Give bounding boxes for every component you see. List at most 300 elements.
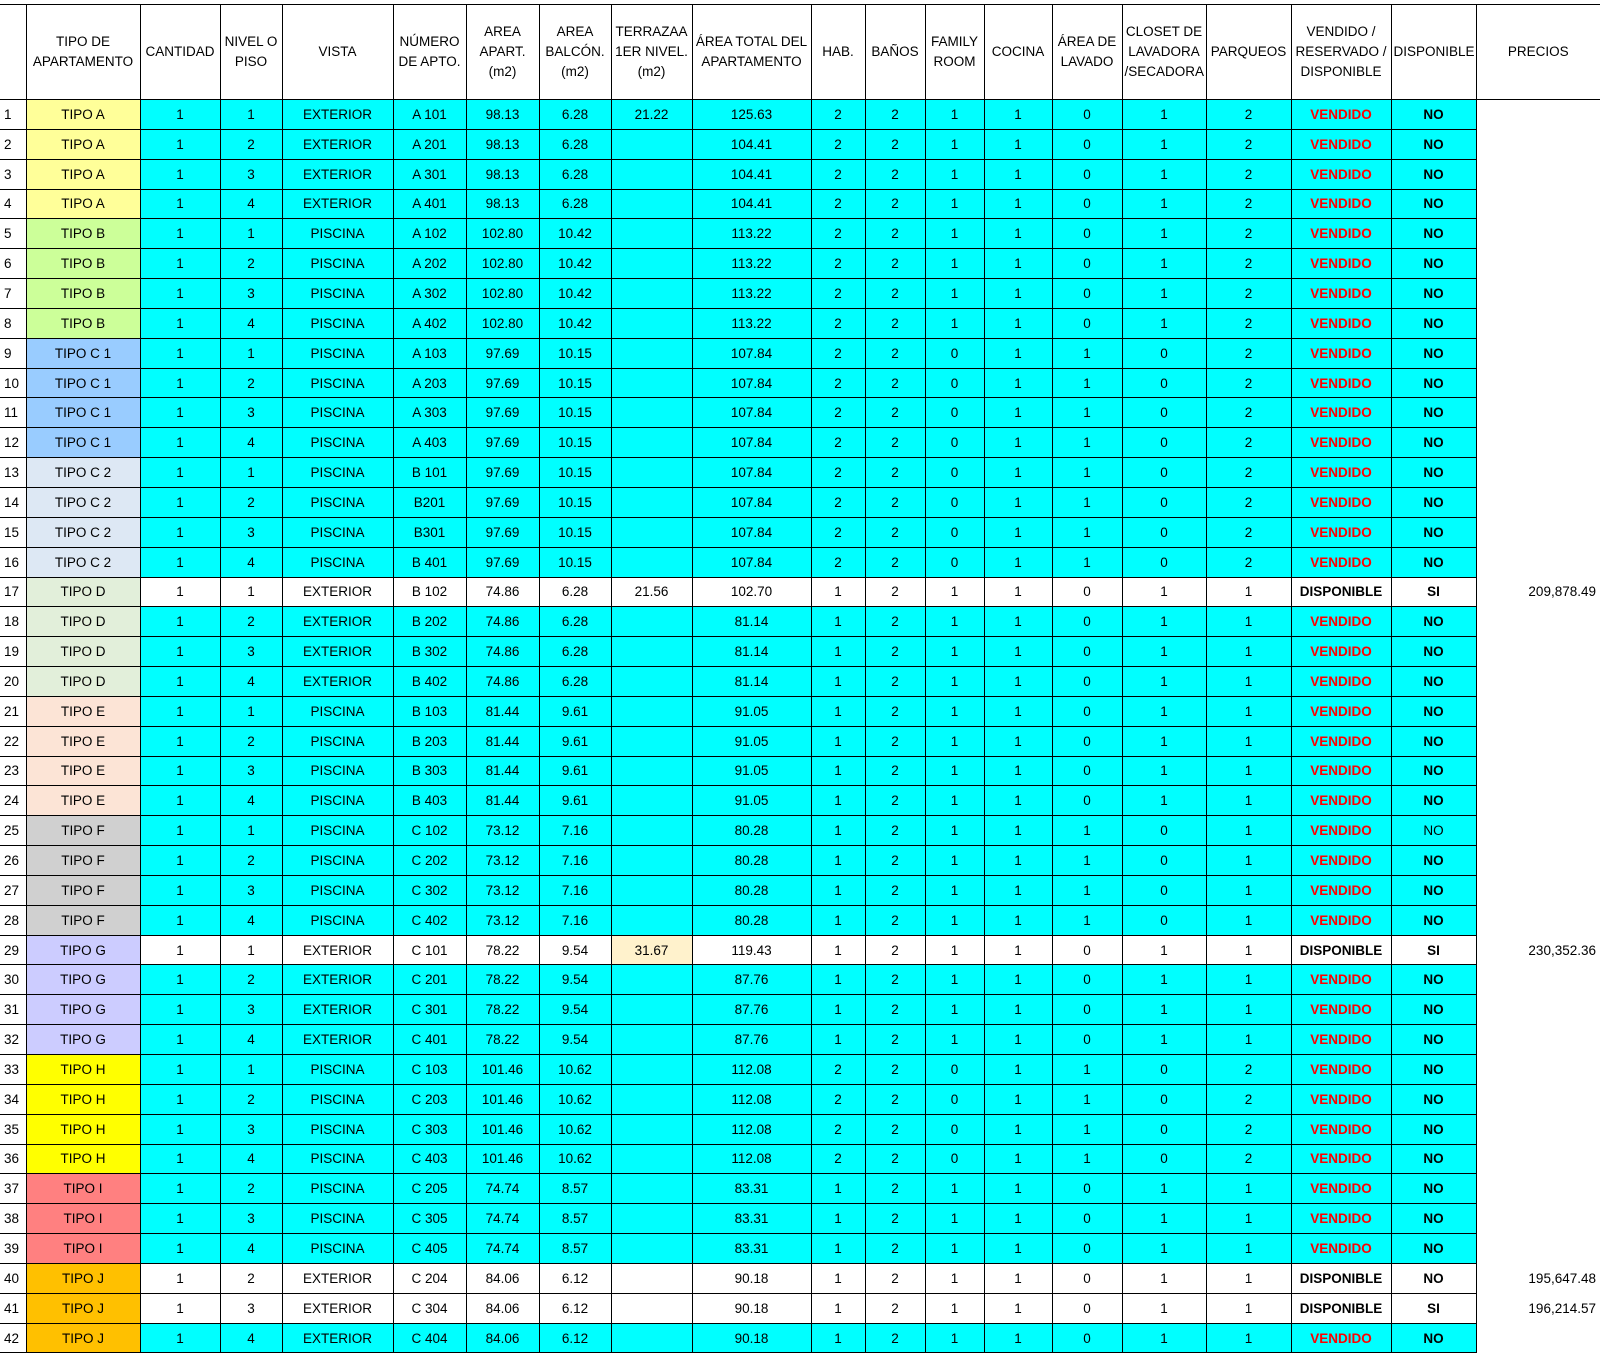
balcon-cell[interactable]: 6.12 bbox=[539, 1293, 611, 1323]
lavado-cell[interactable]: 1 bbox=[1052, 816, 1122, 846]
disponible-cell[interactable]: NO bbox=[1391, 368, 1476, 398]
precio-cell[interactable] bbox=[1476, 995, 1600, 1025]
banos-cell[interactable]: 2 bbox=[865, 667, 925, 697]
banos-cell[interactable]: 2 bbox=[865, 1144, 925, 1174]
cocina-cell[interactable]: 1 bbox=[984, 1174, 1052, 1204]
apto-cell[interactable]: B 103 bbox=[393, 696, 466, 726]
precio-cell[interactable] bbox=[1476, 129, 1600, 159]
cocina-cell[interactable]: 1 bbox=[984, 487, 1052, 517]
estado-cell[interactable]: VENDIDO bbox=[1291, 1055, 1391, 1085]
lavado-cell[interactable]: 1 bbox=[1052, 846, 1122, 876]
disponible-cell[interactable]: NO bbox=[1391, 219, 1476, 249]
disponible-cell[interactable]: NO bbox=[1391, 756, 1476, 786]
apto-cell[interactable]: B 303 bbox=[393, 756, 466, 786]
closet-cell[interactable]: 0 bbox=[1122, 875, 1206, 905]
piso-cell[interactable]: 3 bbox=[220, 875, 282, 905]
banos-cell[interactable]: 2 bbox=[865, 1204, 925, 1234]
cocina-cell[interactable]: 1 bbox=[984, 1084, 1052, 1114]
family-cell[interactable]: 1 bbox=[925, 905, 984, 935]
hab-cell[interactable]: 2 bbox=[811, 100, 865, 130]
lavado-cell[interactable]: 1 bbox=[1052, 398, 1122, 428]
family-cell[interactable]: 1 bbox=[925, 816, 984, 846]
closet-cell[interactable]: 0 bbox=[1122, 338, 1206, 368]
closet-cell[interactable]: 1 bbox=[1122, 696, 1206, 726]
cantidad-cell[interactable]: 1 bbox=[140, 249, 220, 279]
family-cell[interactable]: 1 bbox=[925, 159, 984, 189]
lavado-cell[interactable]: 0 bbox=[1052, 1025, 1122, 1055]
estado-cell[interactable]: VENDIDO bbox=[1291, 1323, 1391, 1353]
row-number-cell[interactable]: 7 bbox=[0, 279, 26, 309]
apto-cell[interactable]: A 402 bbox=[393, 308, 466, 338]
tipo-cell[interactable]: TIPO J bbox=[26, 1293, 140, 1323]
precio-cell[interactable] bbox=[1476, 219, 1600, 249]
cantidad-cell[interactable]: 1 bbox=[140, 458, 220, 488]
balcon-cell[interactable]: 9.54 bbox=[539, 995, 611, 1025]
disponible-cell[interactable]: SI bbox=[1391, 1293, 1476, 1323]
closet-cell[interactable]: 1 bbox=[1122, 965, 1206, 995]
balcon-cell[interactable]: 9.61 bbox=[539, 726, 611, 756]
disponible-cell[interactable]: NO bbox=[1391, 1055, 1476, 1085]
area-cell[interactable]: 74.86 bbox=[466, 667, 539, 697]
closet-cell[interactable]: 0 bbox=[1122, 517, 1206, 547]
closet-cell[interactable]: 1 bbox=[1122, 1293, 1206, 1323]
closet-cell[interactable]: 1 bbox=[1122, 1204, 1206, 1234]
area-cell[interactable]: 81.44 bbox=[466, 786, 539, 816]
lavado-cell[interactable]: 0 bbox=[1052, 1323, 1122, 1353]
piso-cell[interactable]: 2 bbox=[220, 607, 282, 637]
hab-cell[interactable]: 2 bbox=[811, 1084, 865, 1114]
hab-cell[interactable]: 1 bbox=[811, 995, 865, 1025]
lavado-cell[interactable]: 0 bbox=[1052, 129, 1122, 159]
precio-cell[interactable] bbox=[1476, 428, 1600, 458]
row-number-cell[interactable]: 34 bbox=[0, 1084, 26, 1114]
apto-cell[interactable]: B 302 bbox=[393, 637, 466, 667]
precio-cell[interactable] bbox=[1476, 696, 1600, 726]
row-number-cell[interactable]: 27 bbox=[0, 875, 26, 905]
closet-cell[interactable]: 1 bbox=[1122, 637, 1206, 667]
piso-cell[interactable]: 3 bbox=[220, 279, 282, 309]
family-cell[interactable]: 0 bbox=[925, 517, 984, 547]
area-cell[interactable]: 84.06 bbox=[466, 1263, 539, 1293]
lavado-cell[interactable]: 1 bbox=[1052, 368, 1122, 398]
hab-cell[interactable]: 2 bbox=[811, 159, 865, 189]
total-cell[interactable]: 91.05 bbox=[692, 696, 811, 726]
cantidad-cell[interactable]: 1 bbox=[140, 368, 220, 398]
estado-cell[interactable]: VENDIDO bbox=[1291, 1204, 1391, 1234]
hab-cell[interactable]: 1 bbox=[811, 846, 865, 876]
estado-cell[interactable]: VENDIDO bbox=[1291, 667, 1391, 697]
total-cell[interactable]: 107.84 bbox=[692, 458, 811, 488]
terraza-cell[interactable] bbox=[611, 428, 692, 458]
apto-cell[interactable]: C 102 bbox=[393, 816, 466, 846]
total-cell[interactable]: 112.08 bbox=[692, 1144, 811, 1174]
hab-cell[interactable]: 1 bbox=[811, 726, 865, 756]
lavado-cell[interactable]: 0 bbox=[1052, 1293, 1122, 1323]
tipo-cell[interactable]: TIPO C 1 bbox=[26, 338, 140, 368]
cantidad-cell[interactable]: 1 bbox=[140, 667, 220, 697]
row-number-cell[interactable]: 30 bbox=[0, 965, 26, 995]
lavado-cell[interactable]: 0 bbox=[1052, 696, 1122, 726]
closet-cell[interactable]: 1 bbox=[1122, 159, 1206, 189]
lavado-cell[interactable]: 0 bbox=[1052, 1234, 1122, 1264]
closet-cell[interactable]: 0 bbox=[1122, 398, 1206, 428]
piso-cell[interactable]: 1 bbox=[220, 1055, 282, 1085]
hab-cell[interactable]: 1 bbox=[811, 1174, 865, 1204]
precio-cell[interactable] bbox=[1476, 547, 1600, 577]
estado-cell[interactable]: DISPONIBLE bbox=[1291, 935, 1391, 965]
row-number-cell[interactable]: 42 bbox=[0, 1323, 26, 1353]
disponible-cell[interactable]: NO bbox=[1391, 1174, 1476, 1204]
total-cell[interactable]: 80.28 bbox=[692, 905, 811, 935]
hab-cell[interactable]: 1 bbox=[811, 875, 865, 905]
lavado-cell[interactable]: 0 bbox=[1052, 279, 1122, 309]
cantidad-cell[interactable]: 1 bbox=[140, 338, 220, 368]
area-cell[interactable]: 102.80 bbox=[466, 219, 539, 249]
banos-cell[interactable]: 2 bbox=[865, 308, 925, 338]
apto-cell[interactable]: C 303 bbox=[393, 1114, 466, 1144]
estado-cell[interactable]: VENDIDO bbox=[1291, 249, 1391, 279]
vista-cell[interactable]: PISCINA bbox=[282, 517, 393, 547]
piso-cell[interactable]: 3 bbox=[220, 517, 282, 547]
total-cell[interactable]: 107.84 bbox=[692, 368, 811, 398]
area-cell[interactable]: 102.80 bbox=[466, 308, 539, 338]
precio-cell[interactable] bbox=[1476, 846, 1600, 876]
estado-cell[interactable]: VENDIDO bbox=[1291, 1174, 1391, 1204]
piso-cell[interactable]: 4 bbox=[220, 1234, 282, 1264]
cantidad-cell[interactable]: 1 bbox=[140, 1144, 220, 1174]
precio-cell[interactable] bbox=[1476, 816, 1600, 846]
cocina-cell[interactable]: 1 bbox=[984, 1114, 1052, 1144]
lavado-cell[interactable]: 0 bbox=[1052, 308, 1122, 338]
cocina-cell[interactable]: 1 bbox=[984, 577, 1052, 607]
balcon-cell[interactable]: 10.42 bbox=[539, 219, 611, 249]
apto-cell[interactable]: B 101 bbox=[393, 458, 466, 488]
row-number-cell[interactable]: 29 bbox=[0, 935, 26, 965]
parqueos-cell[interactable]: 2 bbox=[1206, 487, 1291, 517]
estado-cell[interactable]: VENDIDO bbox=[1291, 1114, 1391, 1144]
cocina-cell[interactable]: 1 bbox=[984, 667, 1052, 697]
precio-cell[interactable] bbox=[1476, 1055, 1600, 1085]
estado-cell[interactable]: VENDIDO bbox=[1291, 547, 1391, 577]
apto-cell[interactable]: B 202 bbox=[393, 607, 466, 637]
parqueos-cell[interactable]: 1 bbox=[1206, 816, 1291, 846]
vista-cell[interactable]: EXTERIOR bbox=[282, 995, 393, 1025]
parqueos-cell[interactable]: 2 bbox=[1206, 159, 1291, 189]
vista-cell[interactable]: PISCINA bbox=[282, 1114, 393, 1144]
apto-cell[interactable]: A 401 bbox=[393, 189, 466, 219]
piso-cell[interactable]: 4 bbox=[220, 1144, 282, 1174]
banos-cell[interactable]: 2 bbox=[865, 487, 925, 517]
piso-cell[interactable]: 1 bbox=[220, 100, 282, 130]
terraza-cell[interactable] bbox=[611, 786, 692, 816]
precio-cell[interactable] bbox=[1476, 1144, 1600, 1174]
cocina-cell[interactable]: 1 bbox=[984, 189, 1052, 219]
disponible-cell[interactable]: NO bbox=[1391, 696, 1476, 726]
apto-cell[interactable]: A 103 bbox=[393, 338, 466, 368]
closet-cell[interactable]: 1 bbox=[1122, 1234, 1206, 1264]
banos-cell[interactable]: 2 bbox=[865, 905, 925, 935]
disponible-cell[interactable]: NO bbox=[1391, 249, 1476, 279]
area-cell[interactable]: 74.86 bbox=[466, 577, 539, 607]
vista-cell[interactable]: PISCINA bbox=[282, 308, 393, 338]
vista-cell[interactable]: PISCINA bbox=[282, 1174, 393, 1204]
vista-cell[interactable]: PISCINA bbox=[282, 1144, 393, 1174]
tipo-cell[interactable]: TIPO C 2 bbox=[26, 517, 140, 547]
precio-cell[interactable] bbox=[1476, 667, 1600, 697]
vista-cell[interactable]: EXTERIOR bbox=[282, 189, 393, 219]
row-number-cell[interactable]: 36 bbox=[0, 1144, 26, 1174]
precio-cell[interactable] bbox=[1476, 726, 1600, 756]
disponible-cell[interactable]: NO bbox=[1391, 816, 1476, 846]
row-number-cell[interactable]: 15 bbox=[0, 517, 26, 547]
closet-cell[interactable]: 0 bbox=[1122, 458, 1206, 488]
terraza-cell[interactable] bbox=[611, 487, 692, 517]
tipo-cell[interactable]: TIPO C 1 bbox=[26, 398, 140, 428]
vista-cell[interactable]: EXTERIOR bbox=[282, 667, 393, 697]
banos-cell[interactable]: 2 bbox=[865, 458, 925, 488]
tipo-cell[interactable]: TIPO C 1 bbox=[26, 368, 140, 398]
cocina-cell[interactable]: 1 bbox=[984, 786, 1052, 816]
closet-cell[interactable]: 1 bbox=[1122, 249, 1206, 279]
apto-cell[interactable]: A 101 bbox=[393, 100, 466, 130]
disponible-cell[interactable]: NO bbox=[1391, 1323, 1476, 1353]
lavado-cell[interactable]: 0 bbox=[1052, 786, 1122, 816]
apto-cell[interactable]: C 202 bbox=[393, 846, 466, 876]
terraza-cell[interactable] bbox=[611, 696, 692, 726]
parqueos-cell[interactable]: 2 bbox=[1206, 547, 1291, 577]
tipo-cell[interactable]: TIPO B bbox=[26, 279, 140, 309]
estado-cell[interactable]: VENDIDO bbox=[1291, 816, 1391, 846]
balcon-cell[interactable]: 10.15 bbox=[539, 547, 611, 577]
area-cell[interactable]: 97.69 bbox=[466, 338, 539, 368]
total-cell[interactable]: 80.28 bbox=[692, 846, 811, 876]
banos-cell[interactable]: 2 bbox=[865, 607, 925, 637]
piso-cell[interactable]: 2 bbox=[220, 487, 282, 517]
hab-cell[interactable]: 1 bbox=[811, 637, 865, 667]
disponible-cell[interactable]: NO bbox=[1391, 308, 1476, 338]
area-cell[interactable]: 73.12 bbox=[466, 905, 539, 935]
terraza-cell[interactable] bbox=[611, 965, 692, 995]
hab-cell[interactable]: 2 bbox=[811, 487, 865, 517]
area-cell[interactable]: 81.44 bbox=[466, 756, 539, 786]
family-cell[interactable]: 1 bbox=[925, 995, 984, 1025]
closet-cell[interactable]: 1 bbox=[1122, 667, 1206, 697]
lavado-cell[interactable]: 1 bbox=[1052, 1084, 1122, 1114]
total-cell[interactable]: 81.14 bbox=[692, 607, 811, 637]
total-cell[interactable]: 112.08 bbox=[692, 1055, 811, 1085]
apto-cell[interactable]: B 402 bbox=[393, 667, 466, 697]
family-cell[interactable]: 1 bbox=[925, 100, 984, 130]
hab-cell[interactable]: 1 bbox=[811, 756, 865, 786]
estado-cell[interactable]: VENDIDO bbox=[1291, 159, 1391, 189]
area-cell[interactable]: 73.12 bbox=[466, 875, 539, 905]
parqueos-cell[interactable]: 1 bbox=[1206, 1174, 1291, 1204]
cantidad-cell[interactable]: 1 bbox=[140, 398, 220, 428]
cocina-cell[interactable]: 1 bbox=[984, 1234, 1052, 1264]
lavado-cell[interactable]: 1 bbox=[1052, 905, 1122, 935]
closet-cell[interactable]: 0 bbox=[1122, 368, 1206, 398]
vista-cell[interactable]: PISCINA bbox=[282, 696, 393, 726]
precio-cell[interactable] bbox=[1476, 965, 1600, 995]
row-number-cell[interactable]: 35 bbox=[0, 1114, 26, 1144]
balcon-cell[interactable]: 9.61 bbox=[539, 786, 611, 816]
banos-cell[interactable]: 2 bbox=[865, 875, 925, 905]
parqueos-cell[interactable]: 1 bbox=[1206, 875, 1291, 905]
tipo-cell[interactable]: TIPO I bbox=[26, 1234, 140, 1264]
family-cell[interactable]: 1 bbox=[925, 219, 984, 249]
tipo-cell[interactable]: TIPO D bbox=[26, 667, 140, 697]
lavado-cell[interactable]: 1 bbox=[1052, 517, 1122, 547]
lavado-cell[interactable]: 1 bbox=[1052, 458, 1122, 488]
disponible-cell[interactable]: NO bbox=[1391, 487, 1476, 517]
area-cell[interactable]: 97.69 bbox=[466, 428, 539, 458]
estado-cell[interactable]: DISPONIBLE bbox=[1291, 1293, 1391, 1323]
parqueos-cell[interactable]: 2 bbox=[1206, 219, 1291, 249]
area-cell[interactable]: 97.69 bbox=[466, 487, 539, 517]
closet-cell[interactable]: 1 bbox=[1122, 756, 1206, 786]
row-number-cell[interactable]: 12 bbox=[0, 428, 26, 458]
total-cell[interactable]: 81.14 bbox=[692, 667, 811, 697]
closet-cell[interactable]: 1 bbox=[1122, 726, 1206, 756]
parqueos-cell[interactable]: 2 bbox=[1206, 189, 1291, 219]
precio-cell[interactable] bbox=[1476, 368, 1600, 398]
parqueos-cell[interactable]: 2 bbox=[1206, 368, 1291, 398]
cocina-cell[interactable]: 1 bbox=[984, 637, 1052, 667]
area-cell[interactable]: 81.44 bbox=[466, 696, 539, 726]
vista-cell[interactable]: PISCINA bbox=[282, 428, 393, 458]
total-cell[interactable]: 80.28 bbox=[692, 875, 811, 905]
apto-cell[interactable]: A 102 bbox=[393, 219, 466, 249]
terraza-cell[interactable] bbox=[611, 1114, 692, 1144]
tipo-cell[interactable]: TIPO J bbox=[26, 1263, 140, 1293]
banos-cell[interactable]: 2 bbox=[865, 129, 925, 159]
cantidad-cell[interactable]: 1 bbox=[140, 189, 220, 219]
piso-cell[interactable]: 3 bbox=[220, 398, 282, 428]
hab-cell[interactable]: 2 bbox=[811, 219, 865, 249]
terraza-cell[interactable] bbox=[611, 458, 692, 488]
vista-cell[interactable]: PISCINA bbox=[282, 726, 393, 756]
cocina-cell[interactable]: 1 bbox=[984, 756, 1052, 786]
family-cell[interactable]: 1 bbox=[925, 1293, 984, 1323]
piso-cell[interactable]: 4 bbox=[220, 1323, 282, 1353]
family-cell[interactable]: 1 bbox=[925, 1234, 984, 1264]
piso-cell[interactable]: 1 bbox=[220, 219, 282, 249]
disponible-cell[interactable]: NO bbox=[1391, 1204, 1476, 1234]
disponible-cell[interactable]: NO bbox=[1391, 517, 1476, 547]
estado-cell[interactable]: VENDIDO bbox=[1291, 458, 1391, 488]
apto-cell[interactable]: B 102 bbox=[393, 577, 466, 607]
precio-cell[interactable] bbox=[1476, 786, 1600, 816]
cantidad-cell[interactable]: 1 bbox=[140, 756, 220, 786]
estado-cell[interactable]: VENDIDO bbox=[1291, 189, 1391, 219]
apto-cell[interactable]: A 203 bbox=[393, 368, 466, 398]
family-cell[interactable]: 1 bbox=[925, 189, 984, 219]
row-number-cell[interactable]: 17 bbox=[0, 577, 26, 607]
terraza-cell[interactable] bbox=[611, 1204, 692, 1234]
piso-cell[interactable]: 1 bbox=[220, 577, 282, 607]
family-cell[interactable]: 0 bbox=[925, 368, 984, 398]
tipo-cell[interactable]: TIPO E bbox=[26, 726, 140, 756]
area-cell[interactable]: 78.22 bbox=[466, 995, 539, 1025]
hab-cell[interactable]: 1 bbox=[811, 905, 865, 935]
area-cell[interactable]: 74.74 bbox=[466, 1204, 539, 1234]
disponible-cell[interactable]: NO bbox=[1391, 458, 1476, 488]
tipo-cell[interactable]: TIPO C 2 bbox=[26, 458, 140, 488]
cantidad-cell[interactable]: 1 bbox=[140, 696, 220, 726]
row-number-cell[interactable]: 41 bbox=[0, 1293, 26, 1323]
family-cell[interactable]: 1 bbox=[925, 1174, 984, 1204]
area-cell[interactable]: 97.69 bbox=[466, 547, 539, 577]
estado-cell[interactable]: VENDIDO bbox=[1291, 100, 1391, 130]
banos-cell[interactable]: 2 bbox=[865, 189, 925, 219]
vista-cell[interactable]: PISCINA bbox=[282, 846, 393, 876]
banos-cell[interactable]: 2 bbox=[865, 368, 925, 398]
closet-cell[interactable]: 1 bbox=[1122, 279, 1206, 309]
parqueos-cell[interactable]: 1 bbox=[1206, 667, 1291, 697]
apto-cell[interactable]: A 302 bbox=[393, 279, 466, 309]
total-cell[interactable]: 112.08 bbox=[692, 1084, 811, 1114]
hab-cell[interactable]: 2 bbox=[811, 1144, 865, 1174]
disponible-cell[interactable]: NO bbox=[1391, 875, 1476, 905]
family-cell[interactable]: 1 bbox=[925, 1025, 984, 1055]
parqueos-cell[interactable]: 1 bbox=[1206, 607, 1291, 637]
precio-cell[interactable]: 209,878.49 bbox=[1476, 577, 1600, 607]
area-cell[interactable]: 97.69 bbox=[466, 368, 539, 398]
terraza-cell[interactable] bbox=[611, 279, 692, 309]
hab-cell[interactable]: 2 bbox=[811, 368, 865, 398]
apto-cell[interactable]: C 401 bbox=[393, 1025, 466, 1055]
terraza-cell[interactable] bbox=[611, 1084, 692, 1114]
cantidad-cell[interactable]: 1 bbox=[140, 905, 220, 935]
estado-cell[interactable]: DISPONIBLE bbox=[1291, 577, 1391, 607]
cocina-cell[interactable]: 1 bbox=[984, 607, 1052, 637]
cocina-cell[interactable]: 1 bbox=[984, 1323, 1052, 1353]
piso-cell[interactable]: 4 bbox=[220, 428, 282, 458]
total-cell[interactable]: 107.84 bbox=[692, 547, 811, 577]
row-number-cell[interactable]: 20 bbox=[0, 667, 26, 697]
total-cell[interactable]: 113.22 bbox=[692, 279, 811, 309]
total-cell[interactable]: 90.18 bbox=[692, 1263, 811, 1293]
cocina-cell[interactable]: 1 bbox=[984, 1293, 1052, 1323]
vista-cell[interactable]: PISCINA bbox=[282, 458, 393, 488]
cantidad-cell[interactable]: 1 bbox=[140, 159, 220, 189]
lavado-cell[interactable]: 1 bbox=[1052, 547, 1122, 577]
precio-cell[interactable]: 230,352.36 bbox=[1476, 935, 1600, 965]
total-cell[interactable]: 107.84 bbox=[692, 517, 811, 547]
apto-cell[interactable]: C 304 bbox=[393, 1293, 466, 1323]
total-cell[interactable]: 87.76 bbox=[692, 1025, 811, 1055]
banos-cell[interactable]: 2 bbox=[865, 249, 925, 279]
precio-cell[interactable] bbox=[1476, 637, 1600, 667]
total-cell[interactable]: 112.08 bbox=[692, 1114, 811, 1144]
cantidad-cell[interactable]: 1 bbox=[140, 1114, 220, 1144]
piso-cell[interactable]: 4 bbox=[220, 667, 282, 697]
piso-cell[interactable]: 1 bbox=[220, 816, 282, 846]
terraza-cell[interactable] bbox=[611, 995, 692, 1025]
parqueos-cell[interactable]: 1 bbox=[1206, 1204, 1291, 1234]
total-cell[interactable]: 113.22 bbox=[692, 249, 811, 279]
lavado-cell[interactable]: 0 bbox=[1052, 1204, 1122, 1234]
family-cell[interactable]: 0 bbox=[925, 398, 984, 428]
apto-cell[interactable]: A 201 bbox=[393, 129, 466, 159]
balcon-cell[interactable]: 10.62 bbox=[539, 1084, 611, 1114]
disponible-cell[interactable]: SI bbox=[1391, 935, 1476, 965]
estado-cell[interactable]: VENDIDO bbox=[1291, 1084, 1391, 1114]
row-number-cell[interactable]: 14 bbox=[0, 487, 26, 517]
estado-cell[interactable]: VENDIDO bbox=[1291, 726, 1391, 756]
cantidad-cell[interactable]: 1 bbox=[140, 786, 220, 816]
estado-cell[interactable]: VENDIDO bbox=[1291, 279, 1391, 309]
